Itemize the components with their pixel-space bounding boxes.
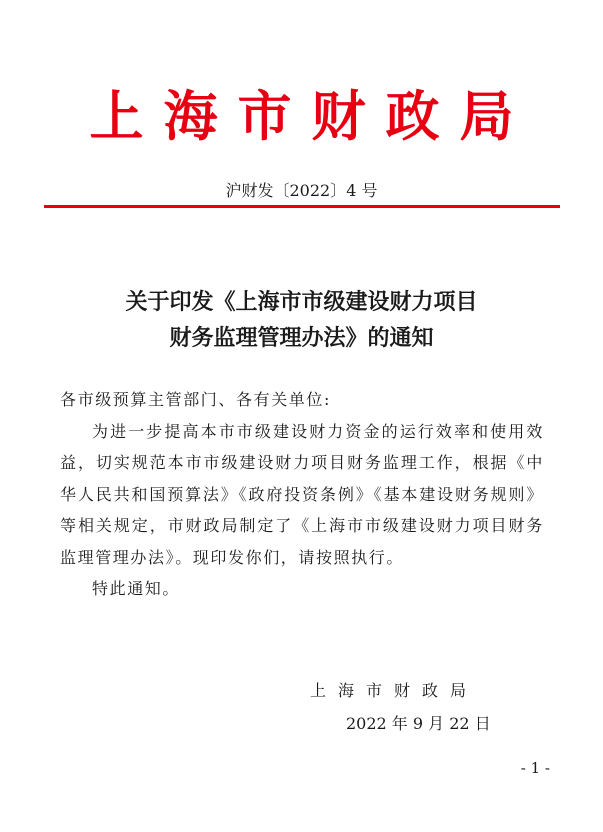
document-title-line-1: 关于印发《上海市市级建设财力项目 <box>125 289 478 315</box>
red-divider-line <box>44 205 560 208</box>
document-title <box>0 284 603 356</box>
signature-date: 2022 年 9 月 22 日 <box>346 714 491 733</box>
closing-line: 特此通知。 <box>92 579 181 598</box>
signature-organization: 上海市财政局 <box>310 681 479 700</box>
issuing-authority-header: 上海市财政局 <box>89 84 534 148</box>
page-number: - 1 - <box>520 759 550 777</box>
document-title-line-2: 财务监理管理办法》的通知 <box>169 325 434 351</box>
document-body <box>60 384 544 605</box>
document-number: 沪财发〔2022〕4 号 <box>225 181 378 200</box>
salutation: 各市级预算主管部门、各有关单位: <box>60 390 331 409</box>
body-paragraph: 为进一步提高本市市级建设财力资金的运行效率和使用效益，切实规范本市市级建设财力项目财务监理工作，根据《中华人民共和国预算法》《政府投资条例》《基本建设财务规则》等相关规定，市财政局制定了《上海市市级建设财力项目财务监理管理办法》。现印发你们，请按照执行。 <box>60 421 544 567</box>
